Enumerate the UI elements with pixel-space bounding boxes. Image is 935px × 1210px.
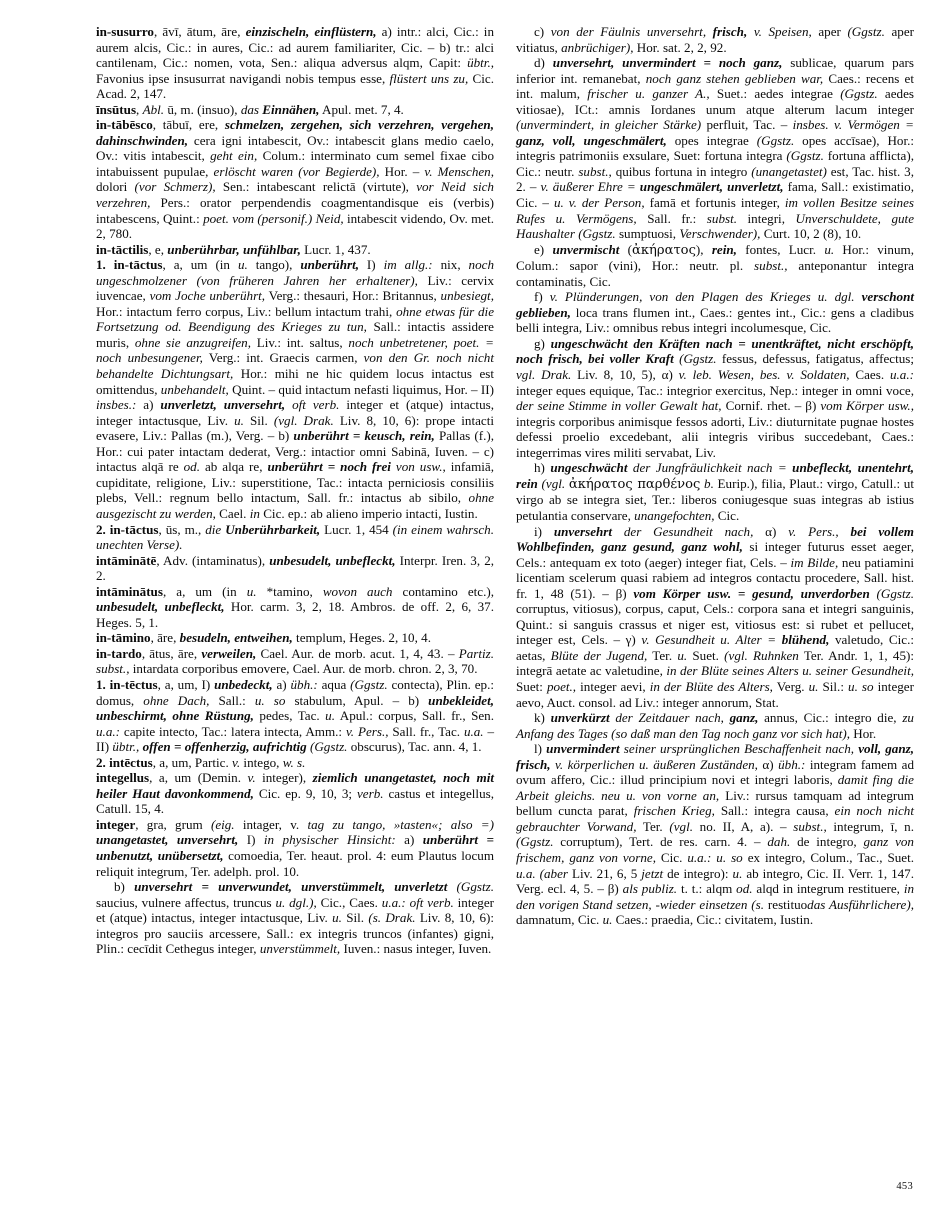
dictionary-entry: intāminātus, a, um (in u. *tamino, wovon auch contamino etc.), unbesudelt, unbefleckt, Hor. carm. 3, 2, 18. Ambros. de off. 2, 6, 37. Heges. 5, 1. — [96, 583, 494, 630]
sense-paragraph: i) unversehrt der Gesundheit nach, α) v. Pers., bei vollem Wohlbefinden, ganz gesund, ganz wohl, si integer futurus esset aeger, Cels.: antequam ex toto (aeger) integer fiat, Cels. – im Bilde, neu patiamini licentiam scelerum quasi rabiem ad integros contactu procedere, Sall. hist. fr. 1, 48 (51). – β) vom Körper usw. = gesund, unverdorben (Ggstz. corruptus, vitiosus), corpus, caput, Cels.: corpora sana et integri sanguinis, Quint.: si sanguis crassus et niger est, vitiosus est: si rubet et pellucet, integer est, Cels. – γ) v. Gesundheit u. Alter = blühend, valetudo, Cic.: aetas, Blüte der Jugend, Ter. u. Suet. (vgl. Ruhnken Ter. Andr. 1, 1, 45): integrā aetate ac valetudine, in der Blüte seines Alters u. seiner Gesundheit, Suet: poet., integer aevi, in der Blüte des Alters, Verg. u. Sil.: u. so integer aevo, Auct. consol. ad Liv.: integer annorum, Stat. — [516, 523, 915, 710]
sense-paragraph: k) unverkürzt der Zeitdauer nach, ganz, annus, Cic.: integro die, zu Anfang des Tages (so daß man den Tag noch ganz vor sich hat), Hor. — [516, 710, 914, 741]
dictionary-entry: 2. intēctus, a, um, Partic. v. intego, w. s. — [96, 754, 306, 770]
dictionary-entry: īnsūtus, Abl. ū, m. (insuo), das Einnähen, Apul. met. 7, 4. — [96, 101, 404, 117]
dictionary-entry: intāminātē, Adv. (intaminatus), unbesudelt, unbefleckt, Interpr. Iren. 3, 2, 2. — [96, 552, 495, 584]
sense-paragraph: b) unversehrt = unverwundet, unverstümmelt, unverletzt (Ggstz. saucius, vulnere affectus, truncus u. dgl.), Cic., Caes. u.a.: oft verb. integer et (atque) intactus, integer intactusque, Liv. u. Sil. (s. Drak. Liv. 8, 10, 6): integros pro sauciis arcessere, Sall.: ex integris truncos (infantes) gigni, Plin.: cecīdit Cethegus integer, unverstümmelt, Iuven.: nasus integer, Iuven. — [96, 879, 495, 957]
dictionary-entry: integellus, a, um (Demin. v. integer), ziemlich unangetastet, noch mit heiler Haut davonkommend, Cic. ep. 9, 10, 3; verb. castus et integellus, Catull. 15, 4. — [96, 770, 494, 817]
dictionary-entry: integer, gra, grum (eig. intager, v. tag zu tango, »tasten«; also =) unangetastet, unversehrt, I) in physischer Hinsicht: a) unberührt = unbenutzt, unübersetzt, comoedia, Ter. heaut. prol. 4: eum Plautus locum reliquit integrum, Ter. adelph. prol. 10. — [96, 816, 495, 879]
two-column-body — [96, 24, 914, 1164]
sense-paragraph: e) unvermischt (ἀκήρατος), rein, fontes, Lucr. u. Hor.: vinum, Colum.: sapor (vini), Hor.: neutr. pl. subst., anteponantur integra contaminatis, Cic. — [516, 241, 914, 289]
dictionary-entry: in-tābēsco, tābuī, ere, schmelzen, zergehen, sich verzehren, vergehen, dahinschwinden, cera igni intabescit, Ov.: intabescit glans medio caelo, Ov.: vitis intabescit, geht ein, Colum.: interminato cum semel fixae cibo intabuissent pupulae, erlöscht waren (vor Begierde), Hor. – v. Menschen, dolori (vor Schmerz), Sen.: intabescant relictā (virtute), vor Neid sich verzehren, Pers.: orator perpendendis coagmentandisque eis (verbis) intabescens, Quint.: poet. vom (personif.) Neid, intabescit videndo, Ov. met. 2, 780. — [96, 117, 495, 242]
dictionary-entry: in-tāctilis, e, unberührbar, unfühlbar, Lucr. 1, 437. — [96, 241, 371, 257]
dictionary-entry: 1. in-tāctus, a, um (in u. tango), unberührt, I) im allg.: nix, noch ungeschmolzener (von früheren Jahren her erhaltener), Liv.: cervix iuvencae, vom Joche unberührt, Verg.: thesauri, Hor.: Britannus, unbesiegt, Hor.: intactum ferro corpus, Liv.: bellum intactum trahi, ohne etwas für die Fortsetzung od. Beendigung des Krieges zu tun, Sall.: intactis assidere muris, ohne sie anzugreifen, Liv.: int. saltus, noch unbetretener, poet. = noch unbesungener, Verg.: int. Graecis carmen, von den Gr. noch nicht behandelte Dichtungsart, Hor.: mihi ne hic quidem locus intactus est omittendus, unbehandelt, Quint. – quid intactum nefasti liquimus, Hor. – II) insbes.: a) unverletzt, unversehrt, oft verb. integer et (atque) intactus, integer intactusque, Liv. u. Sil. (vgl. Drak. Liv. 8, 10, 6): prope intacti evasere, Liv.: Pallas (m.), Verg. – b) unberührt = keusch, rein, Pallas (f.), Hor.: cui pater intactam dederat, Verg.: intactior omni Sabinā, Iuven. – c) intactus alqā re od. ab alqa re, unberührt = noch frei von usw., infamiā, cupiditate, religione, Liv.: superstitione, Tac.: intacta perniciosis consiliis plebs, Vell.: regnum bello intactum, Sall. fr.: intactus ab sibilo, ohne ausgezischt zu werden, Cael. in Cic. ep.: ab alieno imperio intacti, Iustin. — [96, 257, 495, 521]
left-column — [96, 24, 494, 1164]
sense-paragraph: g) ungeschwächt den Kräften nach = unentkräftet, nicht erschöpft, noch frisch, bei voller Kraft (Ggstz. fessus, defessus, fatigatus, affectus; vgl. Drak. Liv. 8, 10, 5), α) v. leb. Wesen, bes. v. Soldaten, Caes. u.a.: integer eques equique, Tac.: integrior exercitus, Nep.: integer in omni voce, der seine Stimme in voller Gewalt hat, Cornif. rhet. – β) vom Körper usw., integris corporibus animisque fessos adorti, Liv.: diuturnitate pugnae hostes defessi proelio excedebant, alii integris viribus succedebant, Caes.: integerrimas vires militi servabat, Liv. — [516, 335, 914, 460]
sense-paragraph: f) v. Plünderungen, von den Plagen des Krieges u. dgl. verschont geblieben, loca trans flumen int., Caes.: gentes int., Cic.: gens a cladibus belli integra, Liv.: omnibus rebus integri incolumesque, Cic. — [516, 289, 914, 336]
dictionary-entry: in-susurro, āvī, ātum, āre, einzischeln, einflüstern, a) intr.: alci, Cic.: in aurem alcis, Cic.: in aures, Cic.: ad aurem familiariter, Cic. – b) tr.: alci cantilenam, Cic.: nomen, vota, Sen.: aliqua adversus alqm, Capit: übtr., Favonius ipse insusurrat navigandi nobis tempus esse, flüstert uns zu, Cic. Acad. 2, 147. — [96, 24, 494, 102]
dictionary-entry: in-tardo, ātus, āre, verweilen, Cael. Aur. de morb. acut. 1, 4, 43. – Partiz. subst., intardata corporibus emovere, Cael. Aur. de morb. chron. 2, 3, 70. — [96, 645, 494, 677]
page-number: 453 — [896, 1181, 913, 1192]
right-column — [516, 24, 914, 1164]
dictionary-entry: 1. in-tēctus, a, um, I) unbedeckt, a) übh.: aqua (Ggstz. contecta), Plin. ep.: domus, ohne Dach, Sall.: u. so stabulum, Apul. – b) unbekleidet, unbeschirmt, ohne Rüstung, pedes, Tac. u. Apul.: corpus, Sall. fr., Sen. u.a.: capite intecto, Tac.: latera intecta, Amm.: v. Pers., Sall. fr., Tac. u.a. – II) übtr., offen = offenherzig, aufrichtig (Ggstz. obscurus), Tac. ann. 4, 1. — [96, 676, 495, 755]
sense-paragraph: h) ungeschwächt der Jungfräulichkeit nach = unbefleckt, unentehrt, rein (vgl. ἀκήρατος παρθένος b. Eurip.), filia, Plaut.: virgo, Catull.: ut virgo ab se integra siet, Ter.: liberos coniugesque suas integras ab istius petulantia conservare, unangefochten, Cic. — [516, 460, 914, 523]
dictionary-entry: 2. in-tāctus, ūs, m., die Unberührbarkeit, Lucr. 1, 454 (in einem wahrsch. unechten Verse). — [96, 521, 494, 553]
dictionary-entry: in-tāmino, āre, besudeln, entweihen, templum, Heges. 2, 10, 4. — [96, 630, 431, 646]
sense-paragraph: l) unvermindert seiner ursprünglichen Beschaffenheit nach, voll, ganz, frisch, v. körperlichen u. äußeren Zuständen, α) übh.: integram famem ad ovum affero, Cic.: illud principium novi et integri laboris, damit fing die Arbeit gleichs. neu u. von vorne an, Liv.: rursus tamquam ad integrum bellum cuncta parat, frischen Krieg, Sall.: integra causa, ein noch nicht gebrauchter Vorwand, Ter. (vgl. no. II, A, a). – subst., integrum, ī, n. (Ggstz. corruptum), Tert. de res. carn. 4. – dah. de integro, ganz von frischem, ganz von vorne, Cic. u.a.: u. so ex integro, Colum., Tac., Suet. u.a. (aber Liv. 21, 6, 5 jetzt de integro): u. ab integro, Cic. II. Verr. 1, 147. Verg. ecl. 4, 5. – β) als publiz. t. t.: alqm od. alqd in integrum restituere, in den vorigen Stand setzen, -wieder einsetzen (s. restituodas Ausführlichere), damnatum, Cic. u. Caes.: praedia, Cic.: civitatem, Iustin. — [516, 741, 915, 928]
sense-paragraph: d) unversehrt, unvermindert = noch ganz, sublicae, quarum pars inferior int. remanebat, noch ganz stehen geblieben war, Caes.: recens et int. malum, frischer u. ganzer A., Suet.: aedes integrae (Ggstz. aedes vitiosae), ICt.: amnis Iordanes unum atque alterum lacum integer (unvermindert, in gleicher Stärke) perfluit, Tac. – insbes. v. Vermögen = ganz, voll, ungeschmälert, opes integrae (Ggstz. opes accīsae), Hor.: integris patrimoniis exsulare, Suet: fortuna integra (Ggstz. fortuna afflicta), Cic.: neutr. subst., quibus fortuna in integro (unangetastet) est, Tac. hist. 3, 2. – v. äußerer Ehre = ungeschmälert, unverletzt, fama, Sall.: existimatio, Cic. – u. v. der Person, famā et fortunis integer, im vollen Besitze seines Rufes u. Vermögens, Sall. fr.: subst. integri, Unverschuldete, gute Haushalter (Ggstz. sumptuosi, Verschwender), Curt. 10, 2 (8), 10. — [516, 55, 915, 242]
sense-paragraph: c) von der Fäulnis unversehrt, frisch, v. Speisen, aper (Ggstz. aper vitiatus, anbrüchiger), Hor. sat. 2, 2, 92. — [516, 24, 915, 55]
